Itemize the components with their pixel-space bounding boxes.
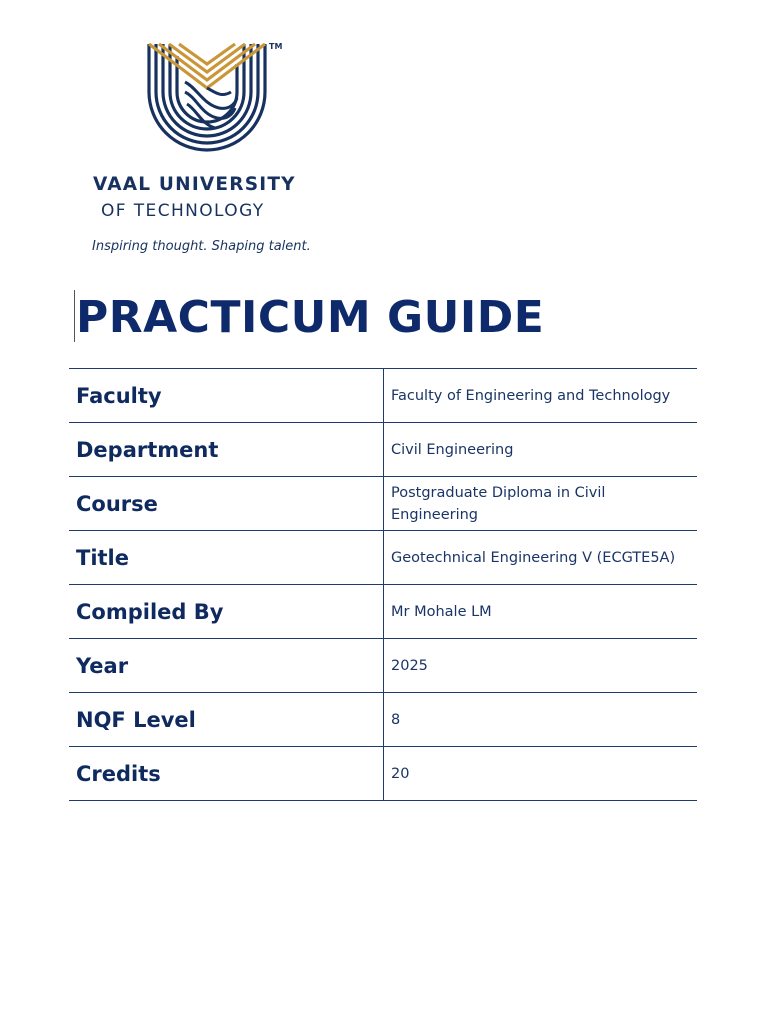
row-label-year: Year <box>69 639 384 693</box>
course-info-table <box>69 368 697 801</box>
row-value-compiled-by: Mr Mohale LM <box>384 585 698 639</box>
table-row <box>69 693 697 747</box>
university-tagline: Inspiring thought. Shaping talent. <box>92 239 311 254</box>
row-label-credits: Credits <box>69 747 384 801</box>
university-name-line1: VAAL UNIVERSITY <box>93 174 296 195</box>
row-value-faculty: Faculty of Engineering and Technology <box>384 369 698 423</box>
row-value-course: Postgraduate Diploma in Civil Engineering <box>384 477 698 531</box>
table-row <box>69 747 697 801</box>
table-row <box>69 585 697 639</box>
row-value-department: Civil Engineering <box>384 423 698 477</box>
row-label-faculty: Faculty <box>69 369 384 423</box>
row-label-course: Course <box>69 477 384 531</box>
row-value-year: 2025 <box>384 639 698 693</box>
university-shield-icon <box>145 42 269 154</box>
trademark-label: TM <box>269 42 283 51</box>
document-title: PRACTICUM GUIDE <box>76 292 545 343</box>
row-label-title: Title <box>69 531 384 585</box>
row-value-nqf-level: 8 <box>384 693 698 747</box>
row-label-nqf-level: NQF Level <box>69 693 384 747</box>
row-value-title: Geotechnical Engineering V (ECGTE5A) <box>384 531 698 585</box>
university-name-line2: OF TECHNOLOGY <box>101 201 265 221</box>
table-row <box>69 369 697 423</box>
university-logo <box>89 42 329 264</box>
table-row <box>69 639 697 693</box>
row-value-credits: 20 <box>384 747 698 801</box>
table-row <box>69 531 697 585</box>
text-cursor <box>74 290 75 342</box>
table-row <box>69 423 697 477</box>
row-label-compiled-by: Compiled By <box>69 585 384 639</box>
table-row <box>69 477 697 531</box>
row-label-department: Department <box>69 423 384 477</box>
